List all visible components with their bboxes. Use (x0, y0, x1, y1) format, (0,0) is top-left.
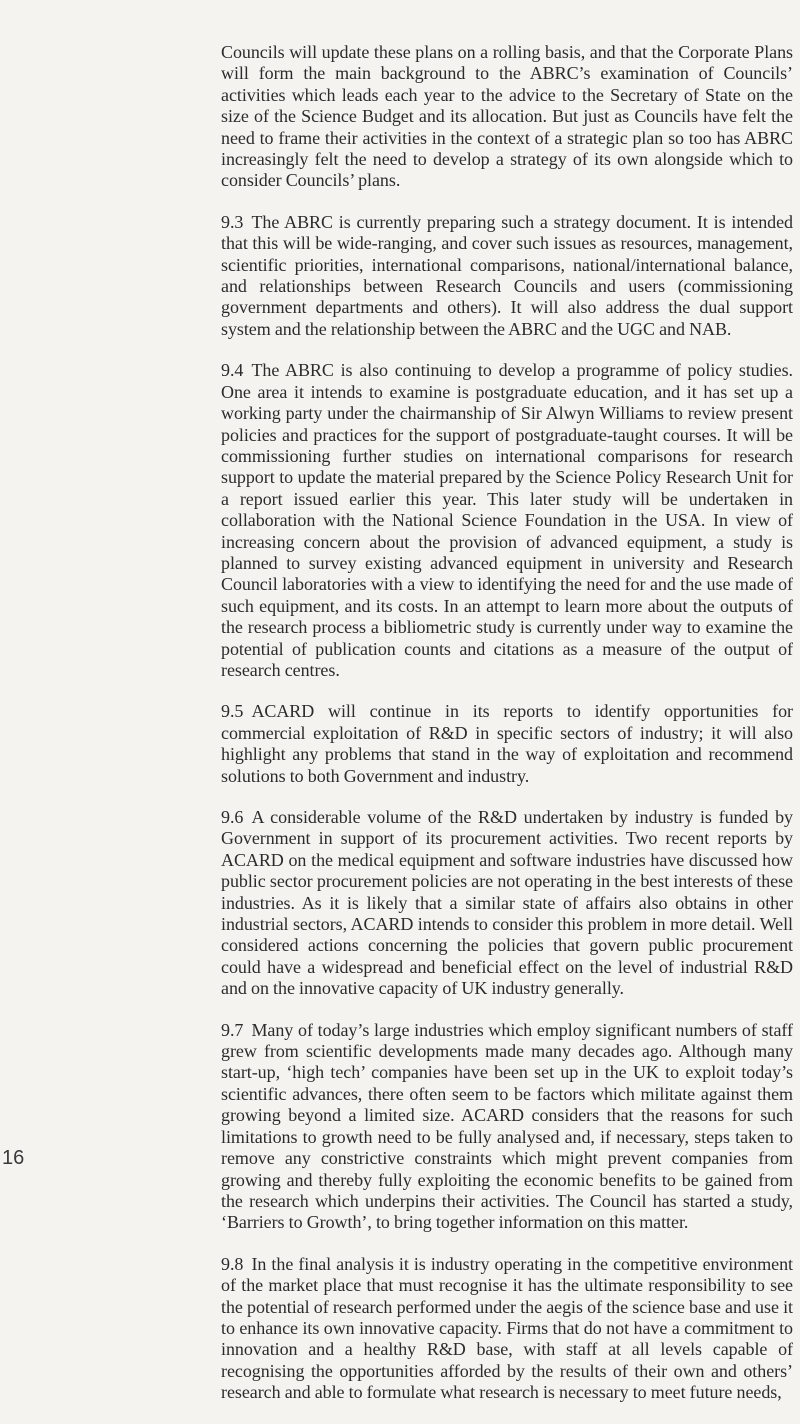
paragraph-9-7 (221, 1020, 793, 1234)
body-text (221, 42, 793, 1424)
paragraph-text: ACARD will continue in its reports to identify opportunities for commercial exploitation of R&D in specific sectors of industry; it will also highlight any problems that stand in the way of exploitation and recommend solutions to both Government and industry. (221, 701, 793, 786)
paragraph-9-8 (221, 1254, 793, 1404)
paragraph-number: 9.4 (221, 360, 244, 381)
page-number: 16 (2, 1147, 25, 1169)
paragraph-9-6 (221, 807, 793, 1000)
paragraph-number: 9.6 (221, 807, 244, 827)
paragraph-number: 9.5 (221, 701, 244, 722)
paragraph-number: 9.8 (221, 1253, 244, 1274)
paragraph-number: 9.7 (221, 1019, 244, 1040)
paragraph-9-3 (221, 212, 793, 340)
paragraph-9-4 (221, 360, 793, 681)
paragraph-text: The ABRC is also continuing to develop a programme of policy studies. One area it intends to examine is postgraduate education, and it has set up a working party under the chairmanship of Sir Alwyn Williams to review present policies and practices for the support of postgraduate-taught courses. It will be commissioning further studies on international comparisons for research support to update the material prepared by the Science Policy Research Unit for a report issued earlier this year. This later study will be undertaken in collaboration with the National Science Foundation in the USA. In view of increasing concern about the provision of advanced equipment, a study is planned to survey existing advanced equipment in university and Research Council laboratories with a view to identifying the need for and the use made of such equipment, and its costs. In an attempt to learn more about the outputs of the research process a bibliometric study is currently under way to examine the potential of publication counts and citations as a measure of the output of research centres. (221, 360, 793, 680)
paragraph-text: In the final analysis it is industry operating in the competitive environment of the market place that must recognise it has the ultimate responsibility to see the potential of research performed under the aegis of the science base and use it to enhance its own innovative capacity. Firms that do not have a commitment to innovation and a healthy R&D base, with staff at all levels capable of recognising the opportunities afforded by the results of their own and others’ research and able to formulate what research is necessary to meet future needs, (221, 1253, 793, 1403)
paragraph-continuation (221, 42, 793, 192)
paragraph-text: The ABRC is currently preparing such a strategy document. It is intended that this will be wide-ranging, and cover such issues as resources, management, scientific priorities, international comparisons, national/international balance, and relationships between Research Councils and users (commissioning government departments and others). It will also address the dual support system and the relationship between the ABRC and the UGC and NAB. (221, 211, 793, 339)
paragraph-text: Many of today’s large industries which employ significant numbers of staff grew from scientific developments made many decades ago. Although many start-up, ‘high tech’ companies have been set up in the UK to exploit today’s scientific advances, there often seem to be factors which militate against them growing beyond a limited size. ACARD considers that the reasons for such limitations to growth need to be fully analysed and, if necessary, steps taken to remove any constrictive constraints which might prevent companies from growing and thereby fully exploiting the economic benefits to be gained from the research which underpins their activities. The Council has started a study, ‘Barriers to Growth’, to bring together information on this matter. (221, 1019, 793, 1233)
paragraph-number: 9.3 (221, 211, 244, 232)
paragraph-text: Councils will update these plans on a rolling basis, and that the Corporate Plans will form the main background to the ABRC’s examination of Councils’ activities which leads each year to the advice to the Secretary of State on the size of the Science Budget and its allocation. But just as Councils have felt the need to frame their activities in the context of a strategic plan so too has ABRC increasingly felt the need to develop a strategy of its own alongside which to consider Councils’ plans. (221, 42, 793, 191)
paragraph-text: A considerable volume of the R&D undertaken by industry is funded by Government in support of its procurement activities. Two recent reports by ACARD on the medical equipment and software industries have discussed how public sector procurement policies are not operating in the best interests of these industries. As it is likely that a similar state of affairs also obtains in other industrial sectors, ACARD intends to consider this problem in more detail. Well considered actions concerning the policies that govern public procurement could have a widespread and beneficial effect on the level of industrial R&D and on the innovative capacity of UK industry generally. (221, 807, 793, 999)
paragraph-9-5 (221, 701, 793, 787)
